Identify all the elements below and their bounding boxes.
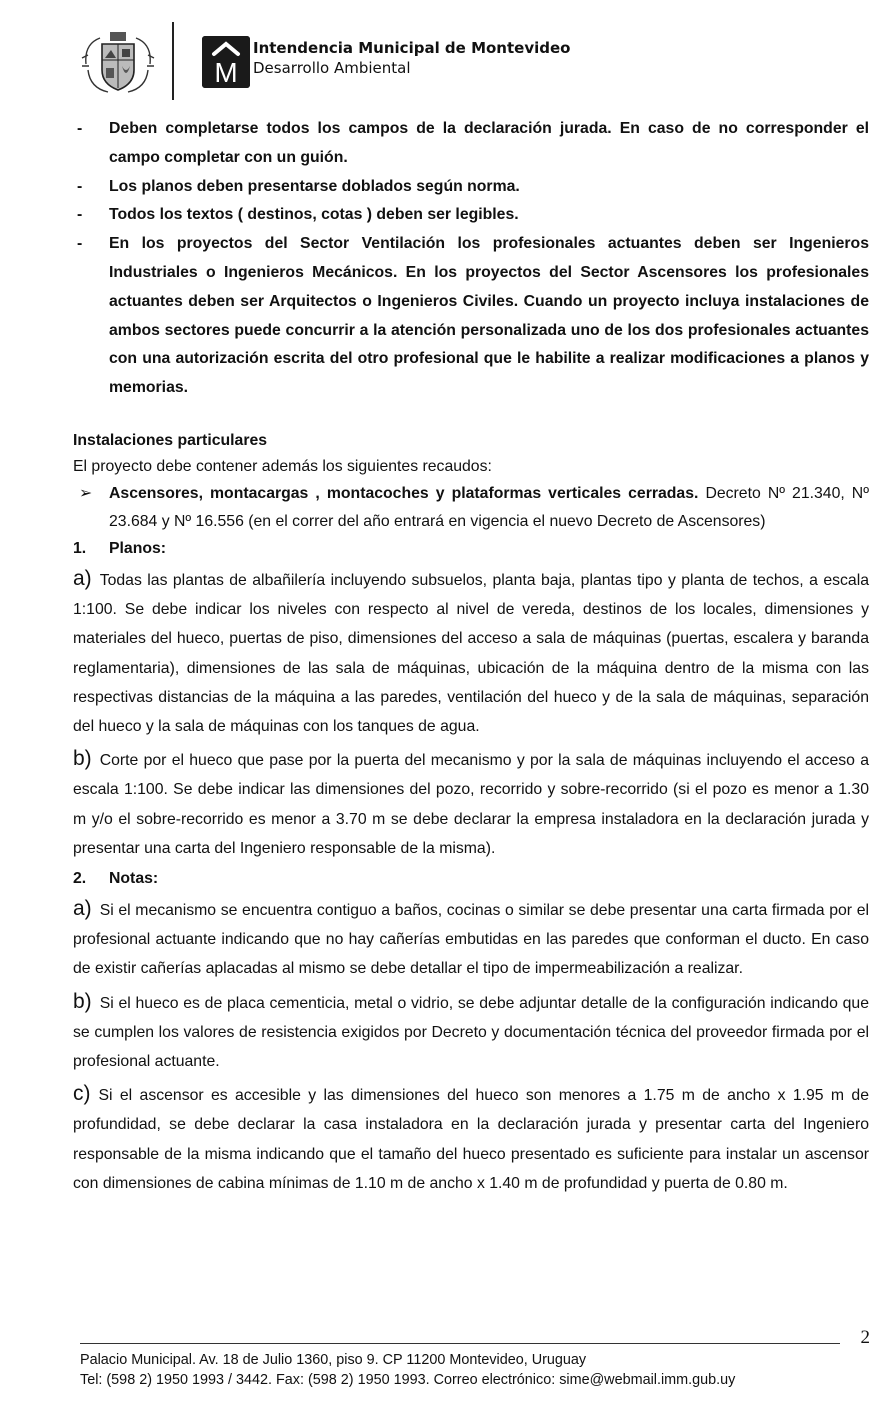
item-text: Corte por el hueco que pase por la puerta del mecanismo y por la sala de máquinas incluyendo el acceso a escala 1:100. Se debe indicar las dimensiones del pozo, recorrido y sobre-recorrido (si el pozo es menor a 1.30 m y/o el sobre-recorrido es menor a 3.70 m se debe declarar la empresa instaladora en la declaración jurada y presentar una carta del Ingeniero responsable de la misma). <box>73 752 869 857</box>
notas-item <box>73 987 869 1077</box>
item-letter: b) <box>73 989 92 1013</box>
organization-department: Desarrollo Ambiental <box>253 59 411 77</box>
document-body <box>73 115 869 1201</box>
coat-of-arms-icon <box>78 30 158 98</box>
elevator-item <box>73 480 869 536</box>
notas-heading <box>73 866 869 892</box>
heading-title: Planos: <box>109 539 167 557</box>
item-letter: c) <box>73 1082 91 1106</box>
arrow-bullet-icon: ➢ <box>79 484 93 502</box>
list-item-text: Todos los textos ( destinos, cotas ) deben ser legibles. <box>109 206 519 224</box>
logo-letter: M <box>214 57 238 88</box>
section-title: Instalaciones particulares <box>73 431 268 449</box>
page-number: 2 <box>860 1327 870 1348</box>
heading-title: Notas: <box>109 870 159 887</box>
bullet-marker: - <box>77 120 83 137</box>
heading-number: 2. <box>73 870 87 887</box>
list-item-text: Los planos deben presentarse doblados según norma. <box>109 177 520 195</box>
item-letter: a) <box>73 566 92 590</box>
notas-item <box>73 1079 869 1198</box>
item-text: Si el hueco es de placa cementicia, metal o vidrio, se debe adjuntar detalle de la configuración indicando que se cumplen los valores de resistencia exigidos por Decreto y documentación técnica del proveedor firmada por el profesional actuante. <box>73 994 869 1071</box>
list-item <box>73 201 869 230</box>
header-divider <box>172 22 174 100</box>
item-letter: a) <box>73 897 92 920</box>
item-text: Si el ascensor es accesible y las dimensiones del hueco son menores a 1.75 m de ancho x 1.95 m de profundidad, se debe declarar la casa instaladora en la declaración jurada y presentar carta del Ingeniero responsable de la misma indicando que el tamaño del hueco presentado es suficiente para instalar un ascensor con dimensiones de cabina mínimas de 1.10 m de ancho x 1.40 m de profundidad y puerta de 0.80 m. <box>73 1087 869 1192</box>
imm-logo-icon <box>202 36 250 88</box>
planos-heading <box>73 536 869 562</box>
requirements-list <box>73 115 869 403</box>
list-item-text: En los proyectos del Sector Ventilación los profesionales actuantes deben ser Ingenieros Industriales o Ingenieros Mecánicos. En los proyectos del Sector Ascensores los profesionales actuantes deben ser Arquitectos o Ingenieros Civiles. Cuando un proyecto incluya instalaciones de ambos sectores puede concurrir a la atención personalizada uno de los dos profesionales actuantes con una autorización escrita del otro profesional que le habilite a realizar modificaciones a planos y memorias. <box>109 235 869 397</box>
notas-item <box>73 894 869 984</box>
item-text: Si el mecanismo se encuentra contiguo a baños, cocinas o similar se debe presentar una carta firmada por el profesional actuante indicando que no hay cañerías embutidas en las paredes que conforman el ducto. En caso de existir cañerías aplacadas al mismo se debe detallar el tipo de impermeabilización a realizar. <box>73 902 869 978</box>
bullet-marker: - <box>77 235 83 253</box>
list-item <box>73 173 869 202</box>
elevator-item-decrees: Decreto Nº 21.340, Nº 23.684 y Nº 16.556 (en el correr del año entrará en vigencia el nuevo Decreto de Ascensores) <box>109 484 869 530</box>
elevator-item-title: Ascensores, montacargas , montacoches y plataformas verticales cerradas. <box>109 484 699 502</box>
organization-block <box>253 38 570 78</box>
list-item <box>73 230 869 403</box>
footer-rule <box>80 1343 840 1344</box>
list-item-text: Deben completarse todos los campos de la declaración jurada. En caso de no corresponder el campo completar con un guión. <box>109 120 869 166</box>
item-letter: b) <box>73 747 92 771</box>
footer-line-address: Palacio Municipal. Av. 18 de Julio 1360, piso 9. CP 11200 Montevideo, Uruguay <box>80 1352 587 1368</box>
item-text: Todas las plantas de albañilería incluyendo subsuelos, planta baja, plantas tipo y planta de techos, a escala 1:100. Se debe indicar los niveles con respecto al nivel de vereda, destinos de los locales, dimensiones y materiales del hueco, puertas de piso, dimensiones del acceso a sala de máquinas (puertas, escalera y baranda reglamentaria), dimensiones de las sala de máquinas, ubicación de la máquina dentro de la misma con las respectivas distancias de la máquina a las paredes, ventilación del hueco y de la sala de máquinas, separación del hueco y la sala de máquinas con los tanques de agua. <box>73 571 869 735</box>
letterhead <box>78 22 838 100</box>
planos-item <box>73 744 869 863</box>
bullet-marker: - <box>77 177 83 195</box>
organization-name: Intendencia Municipal de Montevideo <box>253 39 571 57</box>
list-item <box>73 115 869 173</box>
footer-line-contact: Tel: (598 2) 1950 1993 / 3442. Fax: (598 2) 1950 1993. Correo electrónico: sime@webmail.imm.gub.uy <box>80 1372 736 1388</box>
planos-item <box>73 564 869 741</box>
bullet-marker: - <box>77 206 83 224</box>
footer-address <box>80 1350 735 1390</box>
section-intro: El proyecto debe contener además los siguientes recaudos: <box>73 457 492 475</box>
heading-number: 1. <box>73 539 87 557</box>
